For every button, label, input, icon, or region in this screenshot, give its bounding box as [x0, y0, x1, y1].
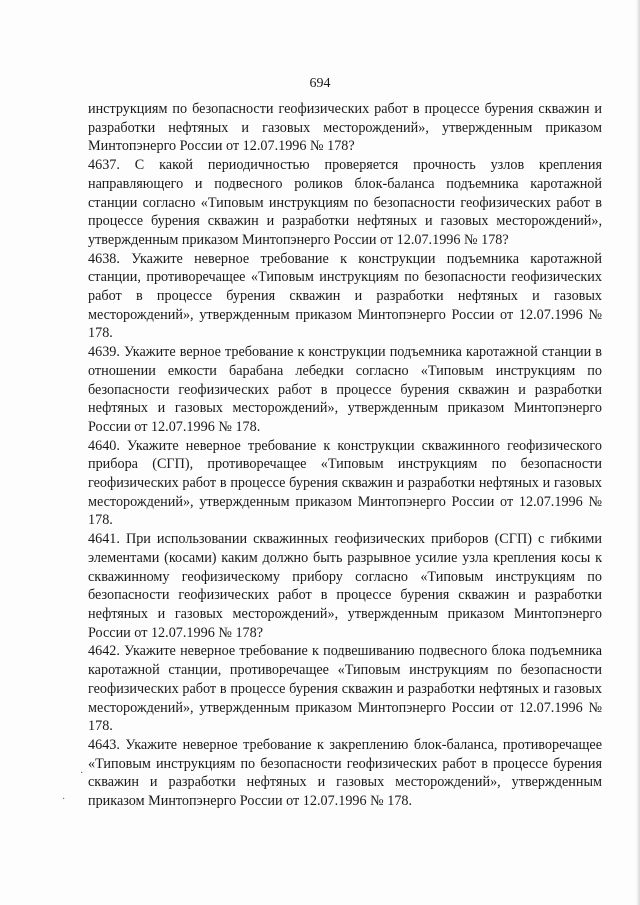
- question-4642: 4642. Укажите неверное требование к подвешиванию подвесного блока подъемника каротажной станции, противоречащее «Типовым инструкциям по безопасности геофизических работ в процессе бурения скважин и разработки нефтяных и газовых месторождений», утвержденным приказом Минтопэнерго России от 12.07.1996 № 178.: [88, 643, 602, 735]
- question-4641: 4641. При использовании скважинных геофизических приборов (СГП) с гибкими элементами (косами) каким должно быть разрывное усилие узла крепления косы к скважинному геофизическому прибору согласно «Типовым инструкциям по безопасности геофизических работ в процессе бурения скважин и разработки нефтяных и газовых месторождений», утвержденным приказом Минтопэнерго России от 12.07.1996 № 178?: [88, 531, 602, 641]
- question-4639: 4639. Укажите верное требование к конструкции подъемника каротажной станции в отношении емкости барабана лебедки согласно «Типовым инструкциям по безопасности геофизических работ в процессе бурения скважин и разработки нефтяных и газовых месторождений», утвержденным приказом Минтопэнерго России от 12.07.1996 № 178.: [88, 344, 602, 435]
- scan-speck: ·: [62, 794, 66, 805]
- question-4638: 4638. Укажите неверное требование к конструкции подъемника каротажной станции, противоречащее «Типовым инструкциям по безопасности геофизических работ в процессе бурения скважин и разработки нефтяных и газовых месторождений», утвержденным приказом Минтопэнерго России от 12.07.1996 № 178.: [88, 250, 602, 342]
- question-4643: 4643. Укажите неверное требование к закреплению блок-баланса, противоречащее «Типовым инструкциям по безопасности геофизических работ в процессе бурения скважин и разработки нефтяных и газовых месторождений», утвержденным приказом Минтопэнерго России от 12.07.1996 № 178.: [88, 736, 602, 810]
- page-number: 694: [309, 76, 331, 91]
- document-body: [88, 100, 602, 811]
- scan-speck: ·: [80, 768, 84, 779]
- question-4640: 4640. Укажите неверное требование к конструкции скважинного геофизического прибора (СГП), противоречащее «Типовым инструкциям по безопасности геофизических работ в процессе бурения скважин и разработки нефтяных и газовых месторождений», утвержденным приказом Минтопэнерго России от 12.07.1996 № 178.: [88, 437, 602, 529]
- paragraph-continuation: инструкциям по безопасности геофизических работ в процессе бурения скважин и разработки нефтяных и газовых месторождений», утвержденным приказом Минтопэнерго России от 12.07.1996 № 178?: [88, 101, 602, 155]
- scan-edge-shadow: [636, 0, 640, 905]
- question-4637: 4637. С какой периодичностью проверяется прочность узлов крепления направляющего и подвесного роликов блок-баланса подъемника каротажной станции согласно «Типовым инструкциям по безопасности геофизических работ в процессе бурения скважин и разработки нефтяных и газовых месторождений», утвержденным приказом Минтопэнерго России от 12.07.1996 № 178?: [88, 157, 602, 248]
